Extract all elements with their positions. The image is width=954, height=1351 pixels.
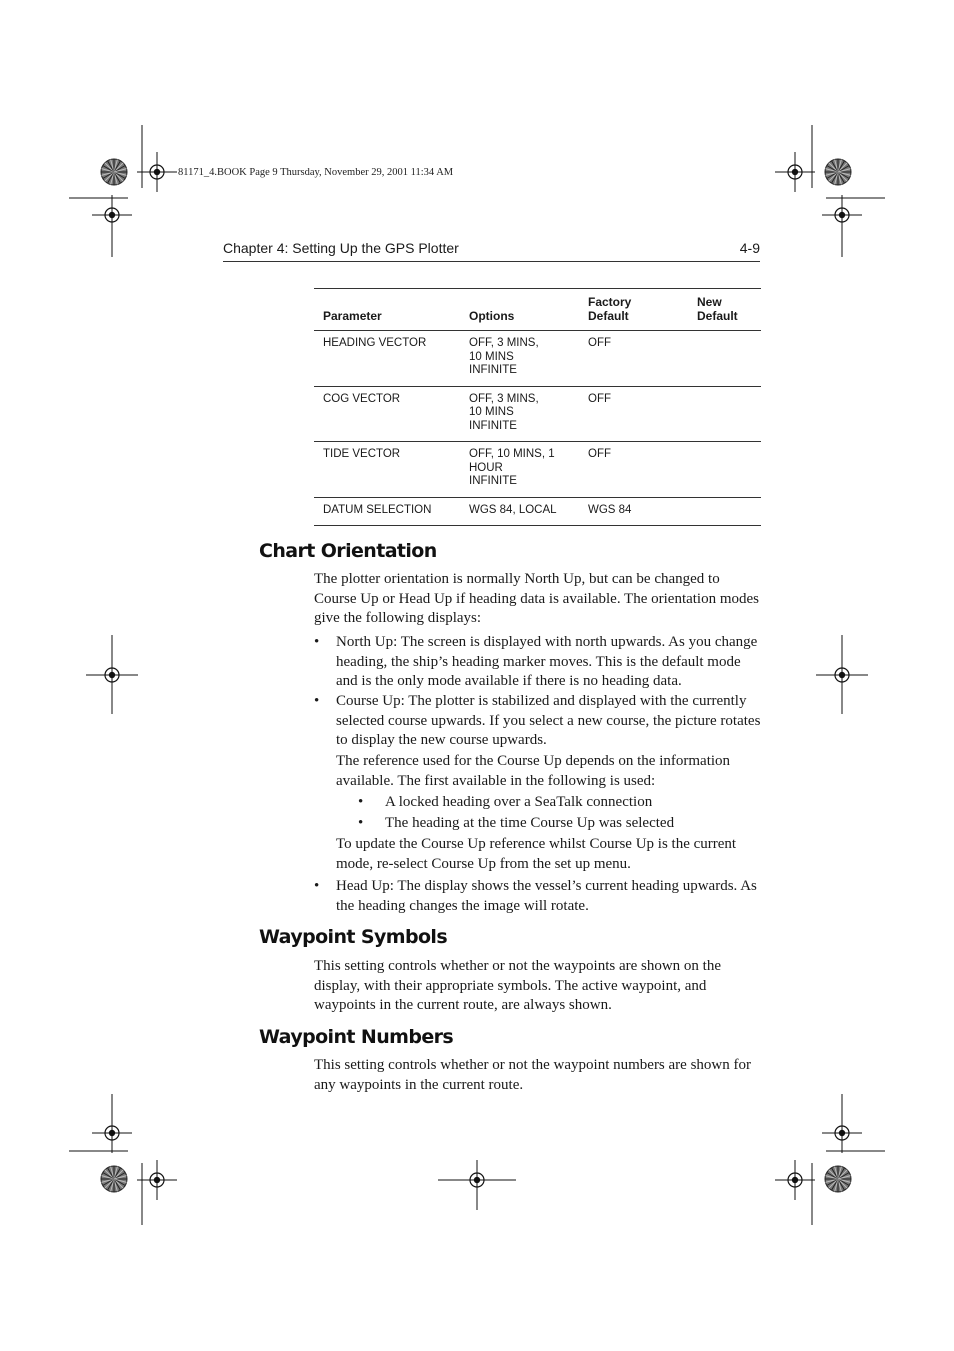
- cell-new-default: [688, 442, 761, 498]
- sub-bullet-heading-time-text: The heading at the time Course Up was selected: [385, 815, 675, 831]
- bullet-dot: •: [314, 634, 320, 650]
- cell-options: [460, 442, 579, 498]
- bullet-head-up: [314, 877, 764, 916]
- cell-parameter: HEADING VECTOR: [314, 331, 460, 387]
- bullet-dot: •: [358, 815, 364, 831]
- bullet-north-up-text: North Up: The screen is displayed with north upwards. As you change heading, the ship’s heading marker moves. This is the default mode and is the only mode available if there is no heading data.: [336, 634, 758, 689]
- cell-options: [460, 331, 579, 387]
- option-line: INFINITE: [469, 364, 517, 376]
- color-target-icon: [101, 1166, 127, 1192]
- cell-options: [460, 386, 579, 442]
- column-header-options: Options: [460, 289, 579, 331]
- option-line: 10 MINS: [469, 350, 514, 363]
- column-header-new-default: New Default: [688, 289, 761, 331]
- sub-bullet-seatalk: [358, 793, 764, 813]
- cell-new-default: [688, 497, 761, 526]
- sub-bullet-seatalk-text: A locked heading over a SeaTalk connection: [385, 794, 653, 810]
- bullet-dot: •: [314, 878, 320, 894]
- course-up-update-text: To update the Course Up reference whilst Course Up is the current mode, re-select Course Up from the set up menu.: [336, 836, 737, 872]
- option-line: WGS 84, LOCAL: [469, 503, 557, 516]
- course-up-reference-text: The reference used for the Course Up depends on the information available. The first available in the following is used:: [336, 753, 731, 789]
- sub-bullet-heading-time: [358, 814, 764, 834]
- table-header-row: [314, 289, 761, 331]
- option-line: OFF, 3 MINS,: [469, 337, 539, 349]
- column-header-factory-default: Factory Default: [579, 289, 688, 331]
- waypoint-symbols-body: This setting controls whether or not the waypoints are shown on the display, with their appropriate symbols. The active waypoint, and waypoints in the current route, are always shown.: [314, 958, 722, 1013]
- color-target-icon: [101, 159, 127, 185]
- column-header-parameter: Parameter: [314, 289, 460, 331]
- option-line: INFINITE: [469, 475, 517, 487]
- table-row: [314, 442, 761, 498]
- cell-options: [460, 497, 579, 526]
- bullet-dot: •: [358, 794, 364, 810]
- cell-parameter: COG VECTOR: [314, 386, 460, 442]
- table-row: [314, 497, 761, 526]
- bullet-course-up: [314, 692, 764, 751]
- print-slug-line: 81171_4.BOOK Page 9 Thursday, November 29, 2001 11:34 AM: [178, 167, 454, 178]
- option-line: INFINITE: [469, 419, 517, 432]
- bullet-course-up-text: Course Up: The plotter is stabilized and displayed with the currently selected course upwards. If you select a new course, the picture rotates to display the new course upwards.: [336, 693, 761, 748]
- option-line: OFF, 3 MINS,: [469, 392, 539, 405]
- option-line: HOUR: [469, 461, 503, 474]
- color-target-icon: [825, 1166, 851, 1192]
- option-line: OFF, 10 MINS, 1: [469, 448, 555, 460]
- color-target-icon: [825, 159, 851, 185]
- section-title-chart-orientation: Chart Orientation: [259, 540, 437, 562]
- bullet-head-up-text: Head Up: The display shows the vessel’s current heading upwards. As the heading changes the image will rotate.: [336, 878, 757, 914]
- bullet-north-up: [314, 633, 764, 692]
- page-number: 4-9: [739, 240, 760, 256]
- section-title-waypoint-symbols: Waypoint Symbols: [259, 926, 448, 948]
- chart-orientation-intro: The plotter orientation is normally North Up, but can be changed to Course Up or Head Up if heading data is available. The orientation modes give the following displays:: [314, 571, 760, 626]
- waypoint-numbers-body: This setting controls whether or not the waypoint numbers are shown for any waypoints in the current route.: [314, 1057, 751, 1093]
- running-header-chapter: Chapter 4: Setting Up the GPS Plotter: [223, 240, 459, 256]
- cell-factory-default: OFF: [579, 442, 688, 498]
- option-line: 10 MINS: [469, 406, 514, 418]
- parameter-table: [314, 288, 761, 526]
- cell-parameter: DATUM SELECTION: [323, 503, 432, 516]
- cell-parameter: TIDE VECTOR: [314, 442, 460, 498]
- header-rule: [223, 261, 760, 262]
- bullet-dot: •: [314, 693, 320, 709]
- section-title-waypoint-numbers: Waypoint Numbers: [259, 1026, 454, 1048]
- table-row: [314, 331, 761, 387]
- cell-factory-default: WGS 84: [588, 503, 632, 516]
- cell-new-default: [688, 331, 761, 387]
- cell-new-default: [688, 386, 761, 442]
- cell-factory-default: OFF: [579, 331, 688, 387]
- table-row: [314, 386, 761, 442]
- cell-factory-default: OFF: [579, 386, 688, 442]
